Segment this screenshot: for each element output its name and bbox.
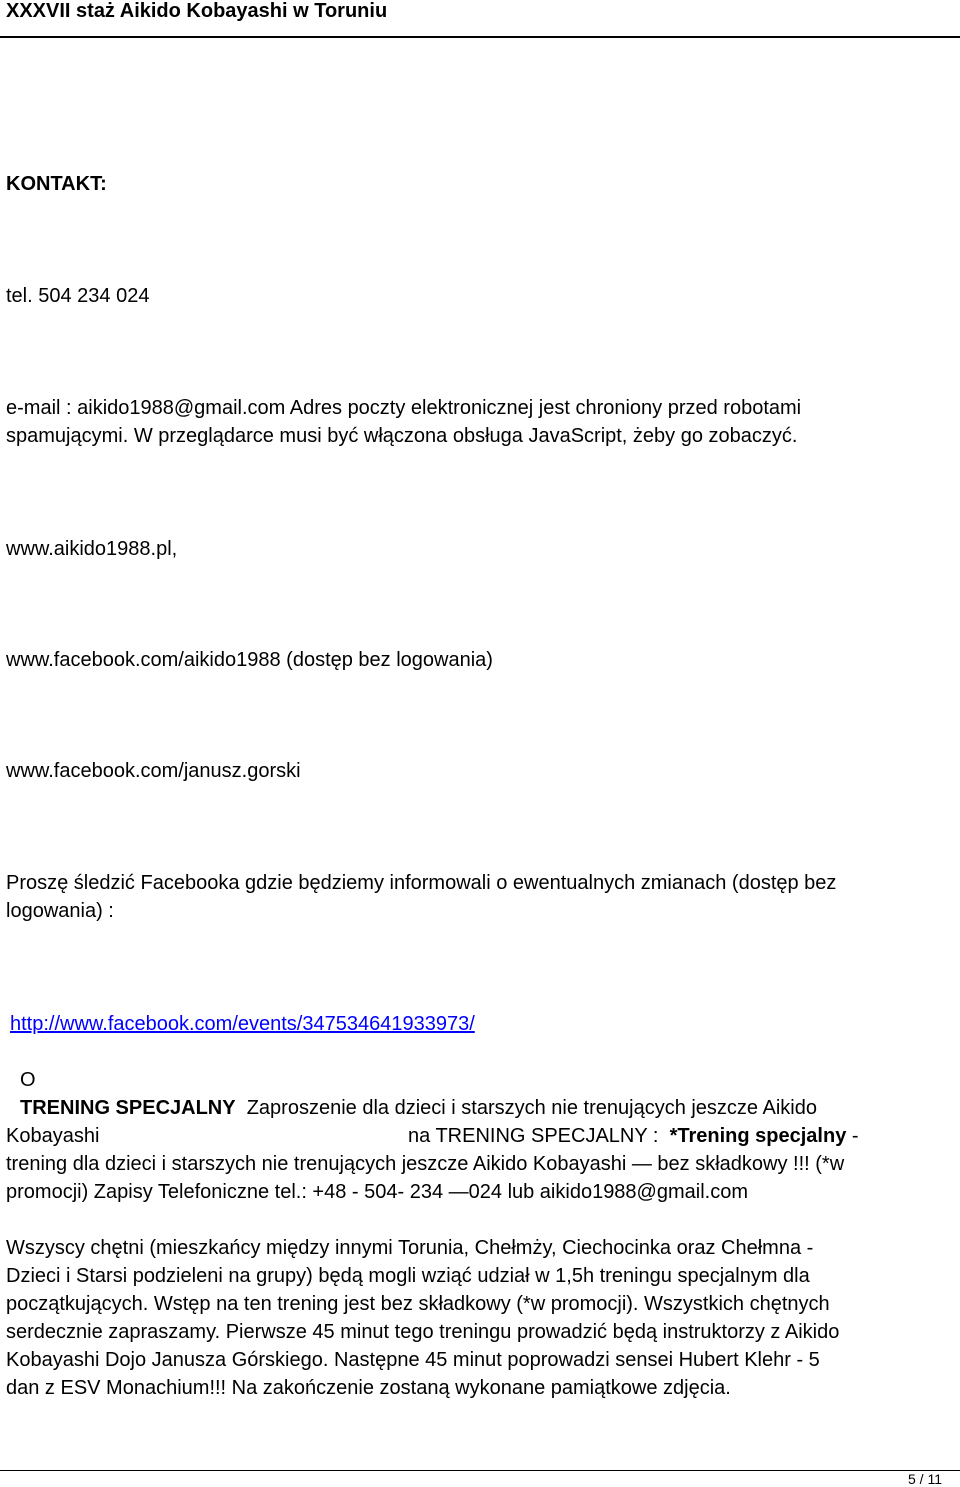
facebook-link-aikido[interactable]: www.facebook.com/aikido1988 (dostęp bez logowania) xyxy=(6,649,493,671)
kobayashi-word: Kobayashi xyxy=(6,1125,100,1147)
paragraph-line-2: Dzieci i Starsi podzieleni na grupy) będą mogli wziąć udział w 1,5h treningu specjalnym dla xyxy=(6,1265,810,1287)
dash-text: - xyxy=(851,1125,859,1147)
paragraph-line-6: dan z ESV Monachium!!! Na zakończenie zostaną wykonane pamiątkowe zdjęcia. xyxy=(6,1377,731,1399)
special-training-bold: *Trening specjalny xyxy=(669,1125,847,1147)
email-note-line: spamującymi. W przeglądarce musi być włączona obsługa JavaScript, żeby go zobaczyć. xyxy=(6,425,798,447)
event-link[interactable]: http://www.facebook.com/events/347534641933973/ xyxy=(10,1013,475,1035)
paragraph-line-3: początkujących. Wstęp na ten trening jest bez składkowy (*w promocji). Wszystkich chętnych xyxy=(6,1293,830,1315)
document-header xyxy=(0,0,960,38)
invite-text: Zaproszenie dla dzieci i starszych nie trenujących jeszcze Aikido xyxy=(246,1097,817,1119)
paragraph-line-4: serdecznie zapraszamy. Pierwsze 45 minut tego treningu prowadzić będą instruktorzy z Aikido xyxy=(6,1321,840,1343)
follow-facebook-line: Proszę śledzić Facebooka gdzie będziemy informowali o ewentualnych zmianach (dostęp bez xyxy=(6,872,837,894)
paragraph-line-1: Wszyscy chętni (mieszkańcy między innymi Torunia, Chełmży, Ciechocinka oraz Chełmna - xyxy=(6,1237,814,1259)
follow-facebook-line-2: logowania) : xyxy=(6,900,114,922)
email-line: e-mail : aikido1988@gmail.com Adres poczty elektronicznej jest chroniony przed robotami xyxy=(6,397,802,419)
list-marker: O xyxy=(20,1069,36,1091)
training-desc-line: trening dla dzieci i starszych nie trenujących jeszcze Aikido Kobayashi — bez składkowy !!! (*w xyxy=(6,1153,845,1175)
website-link[interactable]: www.aikido1988.pl, xyxy=(6,538,178,560)
document-title: XXXVII staż Aikido Kobayashi w Toruniu xyxy=(6,0,388,22)
page-number: 5 / 11 xyxy=(908,1471,942,1487)
na-trening-text: na TRENING SPECJALNY : xyxy=(408,1125,659,1147)
phone-line: tel. 504 234 024 xyxy=(6,285,150,307)
signup-line: promocji) Zapisy Telefoniczne tel.: +48 - 504- 234 —024 lub aikido1988@gmail.com xyxy=(6,1181,748,1203)
training-title: TRENING SPECJALNY xyxy=(20,1097,236,1119)
paragraph-line-5: Kobayashi Dojo Janusza Górskiego. Następne 45 minut poprowadzi sensei Hubert Klehr - 5 xyxy=(6,1349,820,1371)
facebook-link-gorski[interactable]: www.facebook.com/janusz.gorski xyxy=(6,760,301,782)
footer-divider xyxy=(0,1470,960,1471)
contact-heading: KONTAKT: xyxy=(6,173,107,195)
